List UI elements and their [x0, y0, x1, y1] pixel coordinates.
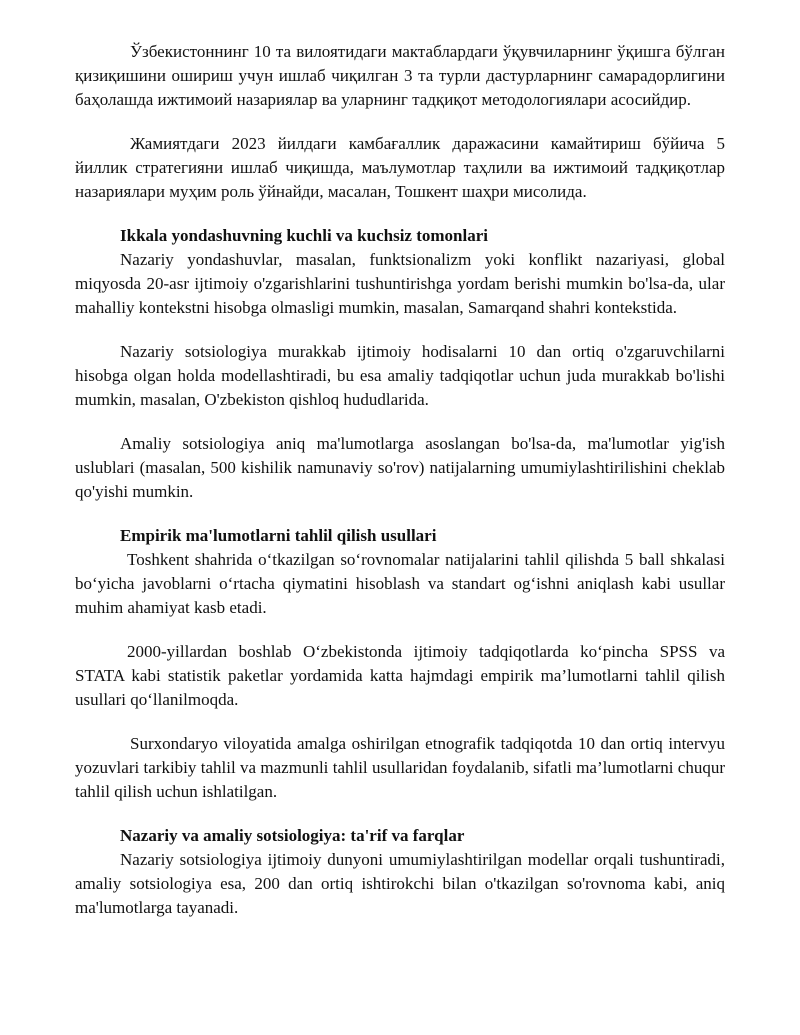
section-heading-definitions: Nazariy va amaliy sotsiologiya: ta'rif va farqlar [120, 826, 465, 845]
intro-paragraph-1: Ўзбекистоннинг 10 та вилоятидаги мактаблардаги ўқувчиларнинг ўқишга бўлган қизиқишини ошириш учун ишлаб чиқилган 3 та турли дастурларнинг самарадорлигини баҳолашда ижтимоий назариялар ва уларнинг тадқиқот методологиялари асосийдир. [75, 42, 725, 109]
section-heading-strengths-weaknesses: Ikkala yondashuvning kuchli va kuchsiz tomonlari [120, 226, 488, 245]
section-heading-empirical-methods: Empirik ma'lumotlarni tahlil qilish usullari [120, 526, 437, 545]
section1-paragraph-3: Amaliy sotsiologiya aniq ma'lumotlarga asoslangan bo'lsa-da, ma'lumotlar yig'ish uslublari (masalan, 500 kishilik namunaviy so'rov) natijalarning umumiylashtirilishini cheklab qo'yishi mumkin. [75, 434, 725, 501]
section1-paragraph-1: Nazariy yondashuvlar, masalan, funktsionalizm yoki konflikt nazariyasi, global miqyosda 20-asr ijtimoiy o'zgarishlarini tushuntirishga yordam berishi mumkin bo'lsa-da, ular mahalliy kontekstni hisobga olmasligi mumkin, masalan, Samarqand shahri kontekstida. [75, 250, 725, 317]
section2-paragraph-1: Toshkent shahrida o‘tkazilgan so‘rovnomalar natijalarini tahlil qilishda 5 ball shkalasi bo‘yicha javoblarni o‘rtacha qiymatini hisoblash va standart og‘ishni aniqlash kabi usullar muhim ahamiyat kasb etadi. [75, 550, 725, 617]
intro-paragraph-2: Жамиятдаги 2023 йилдаги камбағаллик даражасини камайтириш бўйича 5 йиллик стратегияни ишлаб чиқишда, маълумотлар таҳлили ва ижтимоий тадқиқотлар назариялари муҳим роль ўйнайди, масалан, Тошкент шаҳри мисолида. [75, 134, 725, 201]
section1-paragraph-2: Nazariy sotsiologiya murakkab ijtimoiy hodisalarni 10 dan ortiq o'zgaruvchilarni hisobga olgan holda modellashtiradi, bu esa amaliy tadqiqotlar uchun juda murakkab bo'lishi mumkin, masalan, O'zbekiston qishloq hududlarida. [75, 342, 725, 409]
section2-paragraph-3: Surxondaryo viloyatida amalga oshirilgan etnografik tadqiqotda 10 dan ortiq intervyu yozuvlari tarkibiy tahlil va mazmunli tahlil usullaridan foydalanib, sifatli ma’lumotlarni chuqur tahlil qilish uchun ishlatilgan. [75, 734, 725, 801]
section2-paragraph-2: 2000-yillardan boshlab O‘zbekistonda ijtimoiy tadqiqotlarda ko‘pincha SPSS va STATA kabi statistik paketlar yordamida katta hajmdagi empirik ma’lumotlarni tahlil qilish usullari qo‘llanilmoqda. [75, 642, 725, 709]
section3-paragraph-1: Nazariy sotsiologiya ijtimoiy dunyoni umumiylashtirilgan modellar orqali tushuntiradi, amaliy sotsiologiya esa, 200 dan ortiq ishtirokchi bilan o'tkazilgan so'rovnoma kabi, aniq ma'lumotlarga tayanadi. [75, 850, 725, 917]
document-page [75, 40, 725, 940]
